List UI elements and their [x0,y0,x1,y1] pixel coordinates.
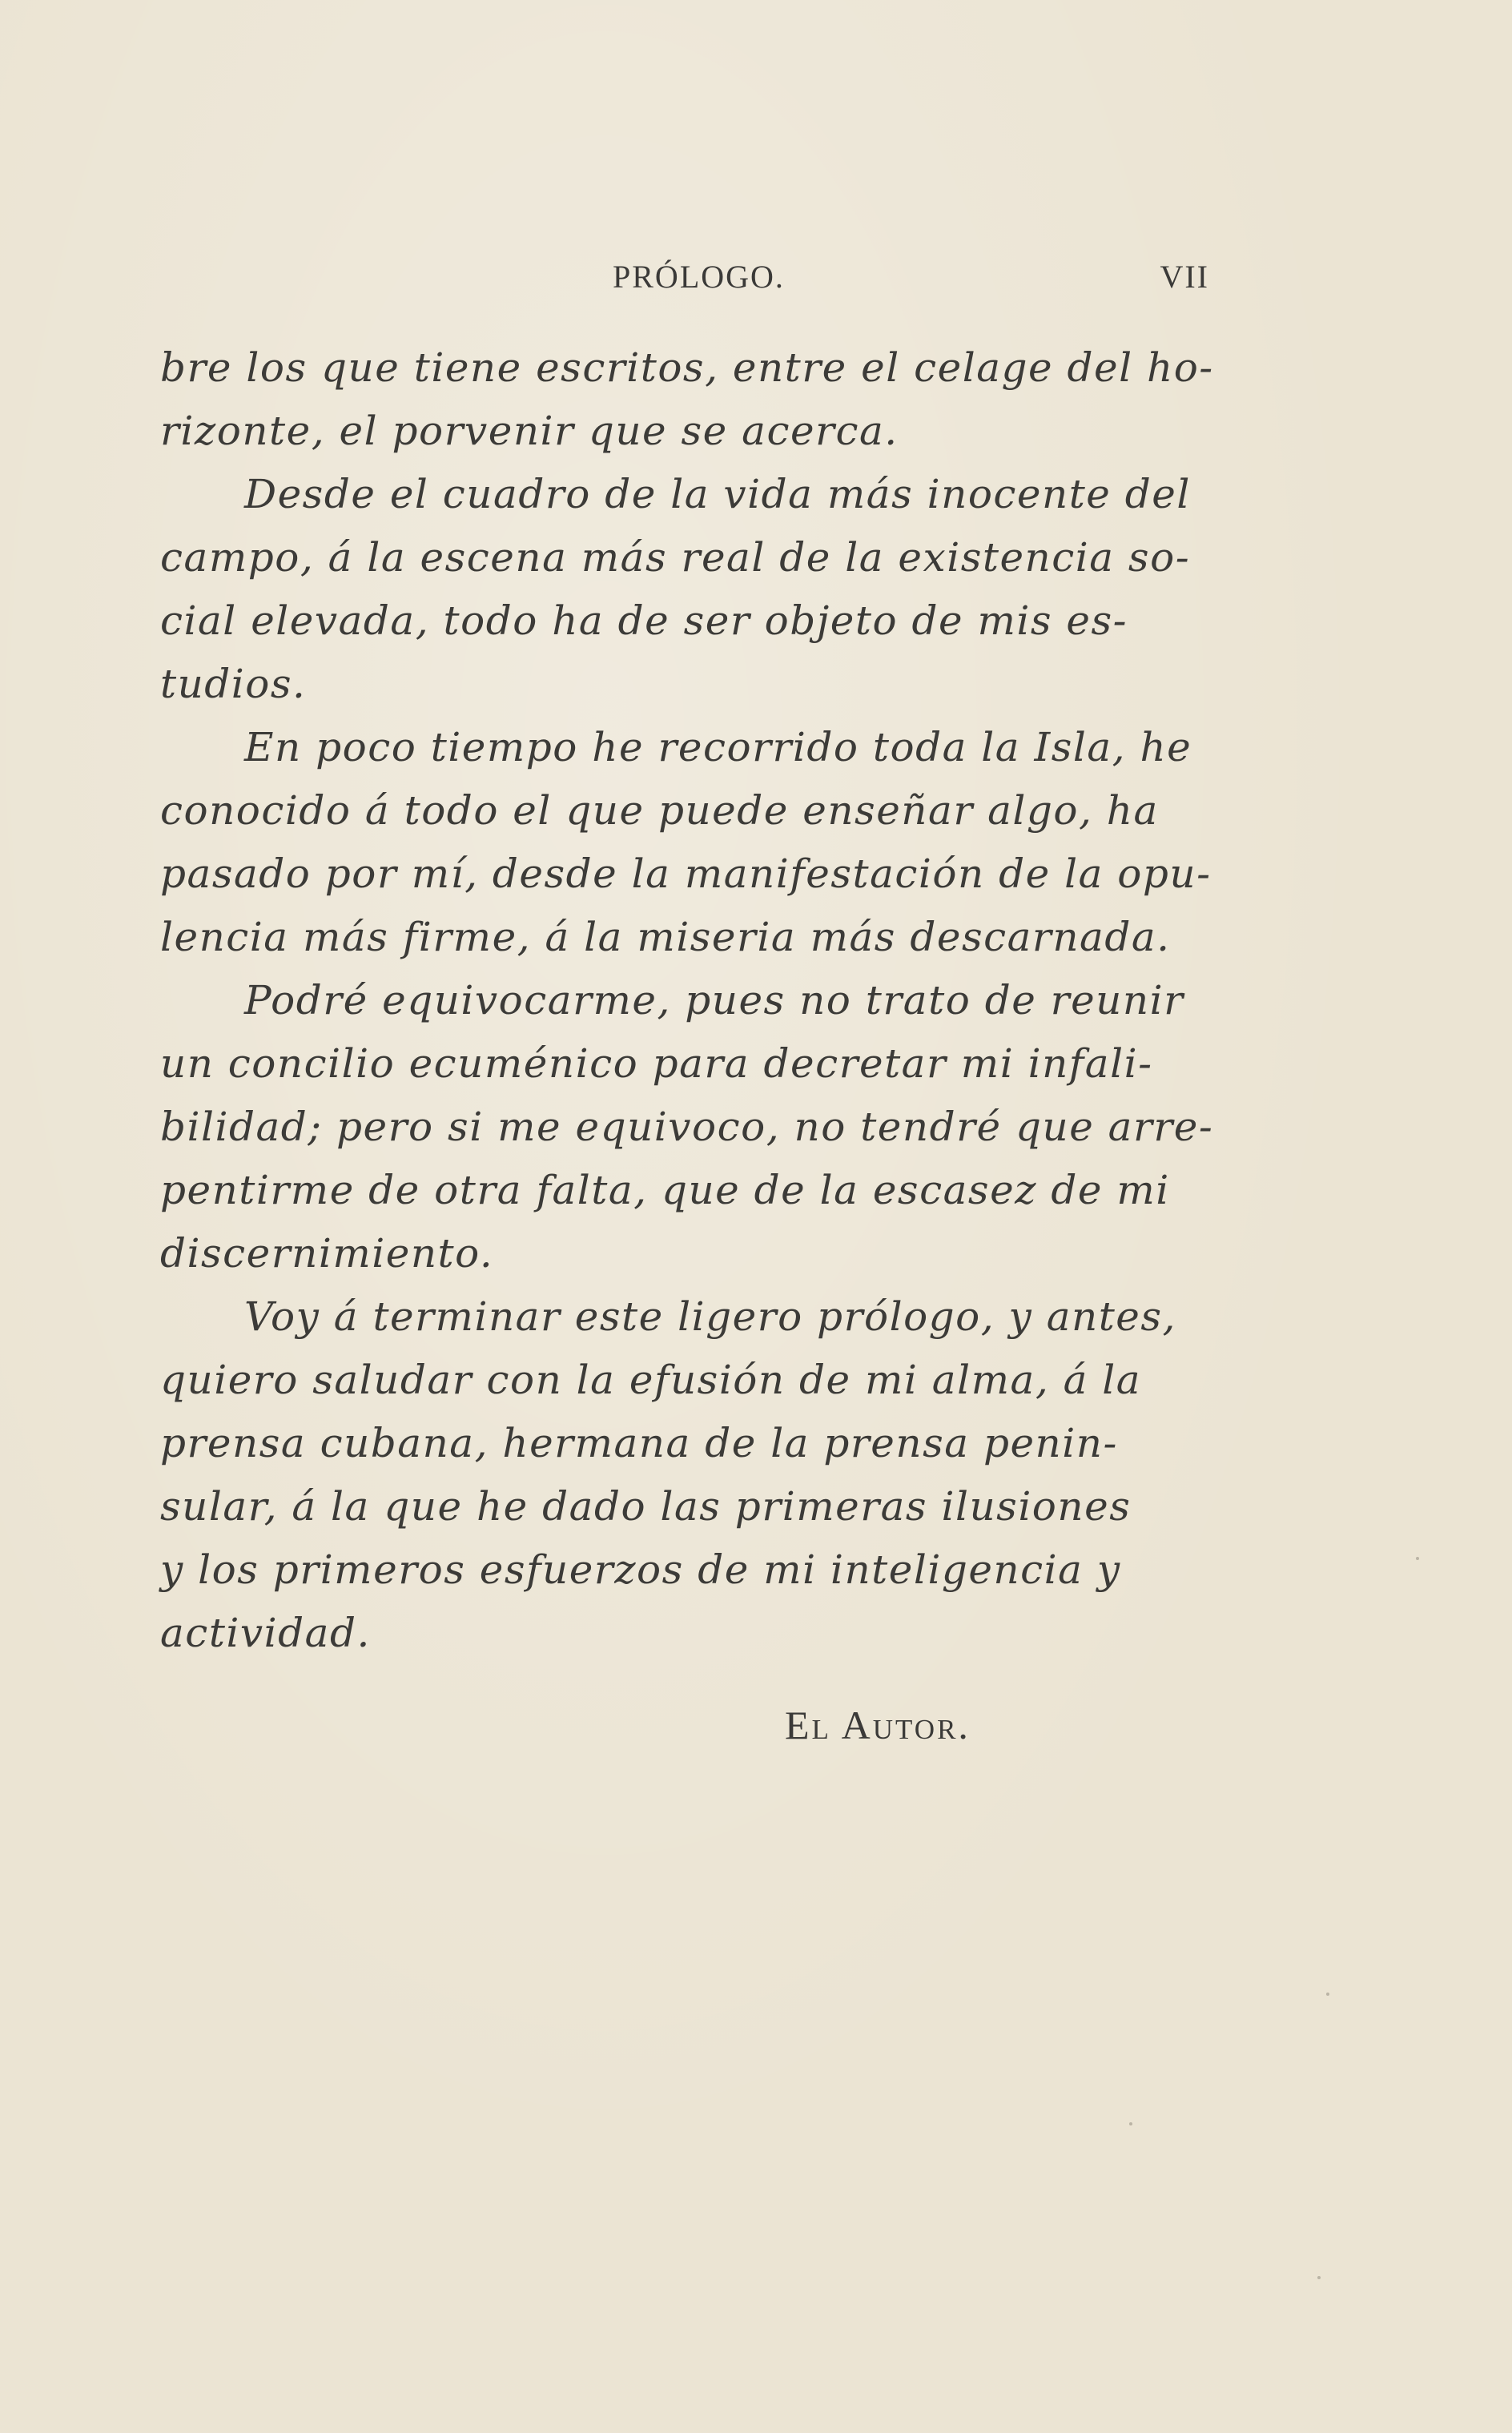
text-line: un concilio ecuménico para decretar mi infali- [160,1040,1153,1087]
text-line: cial elevada, todo ha de ser objeto de mis es- [160,597,1128,644]
text-line: lencia más firme, á la miseria más descarnada. [160,914,1171,960]
text-line: Podré equivocarme, pues no trato de reunir [244,977,1184,1023]
text-line: Desde el cuadro de la vida más inocente del [244,471,1191,517]
running-head [160,258,1249,306]
text-line: sular, á la que he dado las primeras ilusiones [160,1483,1132,1530]
author-signature: El Autor. [785,1703,971,1747]
running-title: PRÓLOGO. [613,259,785,295]
text-line: bilidad; pero si me equivoco, no tendré que arre- [160,1104,1214,1150]
text-line: Voy á terminar este ligero prólogo, y antes, [244,1293,1176,1340]
paper-speck [1326,1993,1329,1996]
text-line: bre los que tiene escritos, entre el celage del ho- [160,344,1214,391]
text-line: rizonte, el porvenir que se acerca. [160,408,899,454]
text-line: campo, á la escena más real de la existencia so- [160,534,1191,581]
text-line: En poco tiempo he recorrido toda la Isla, he [244,724,1192,770]
text-line: actividad. [160,1610,371,1656]
text-line: discernimiento. [160,1230,494,1277]
prologue-text [160,336,1249,1665]
text-line: tudios. [160,661,307,707]
page-number: VII [1160,259,1209,295]
paper-speck [1129,2122,1132,2125]
text-line: pasado por mí, desde la manifestación de la opu- [160,851,1212,897]
text-line: conocido á todo el que puede enseñar algo, ha [160,787,1159,834]
text-line: pentirme de otra falta, que de la escasez de mi [160,1167,1170,1213]
text-line: prensa cubana, hermana de la prensa penin- [160,1420,1118,1466]
text-line: y los primeros esfuerzos de mi inteligencia y [160,1546,1121,1593]
paper-speck [1416,1557,1419,1560]
text-line: quiero saludar con la efusión de mi alma, á la [160,1357,1142,1403]
paper-speck [1317,2276,1321,2279]
